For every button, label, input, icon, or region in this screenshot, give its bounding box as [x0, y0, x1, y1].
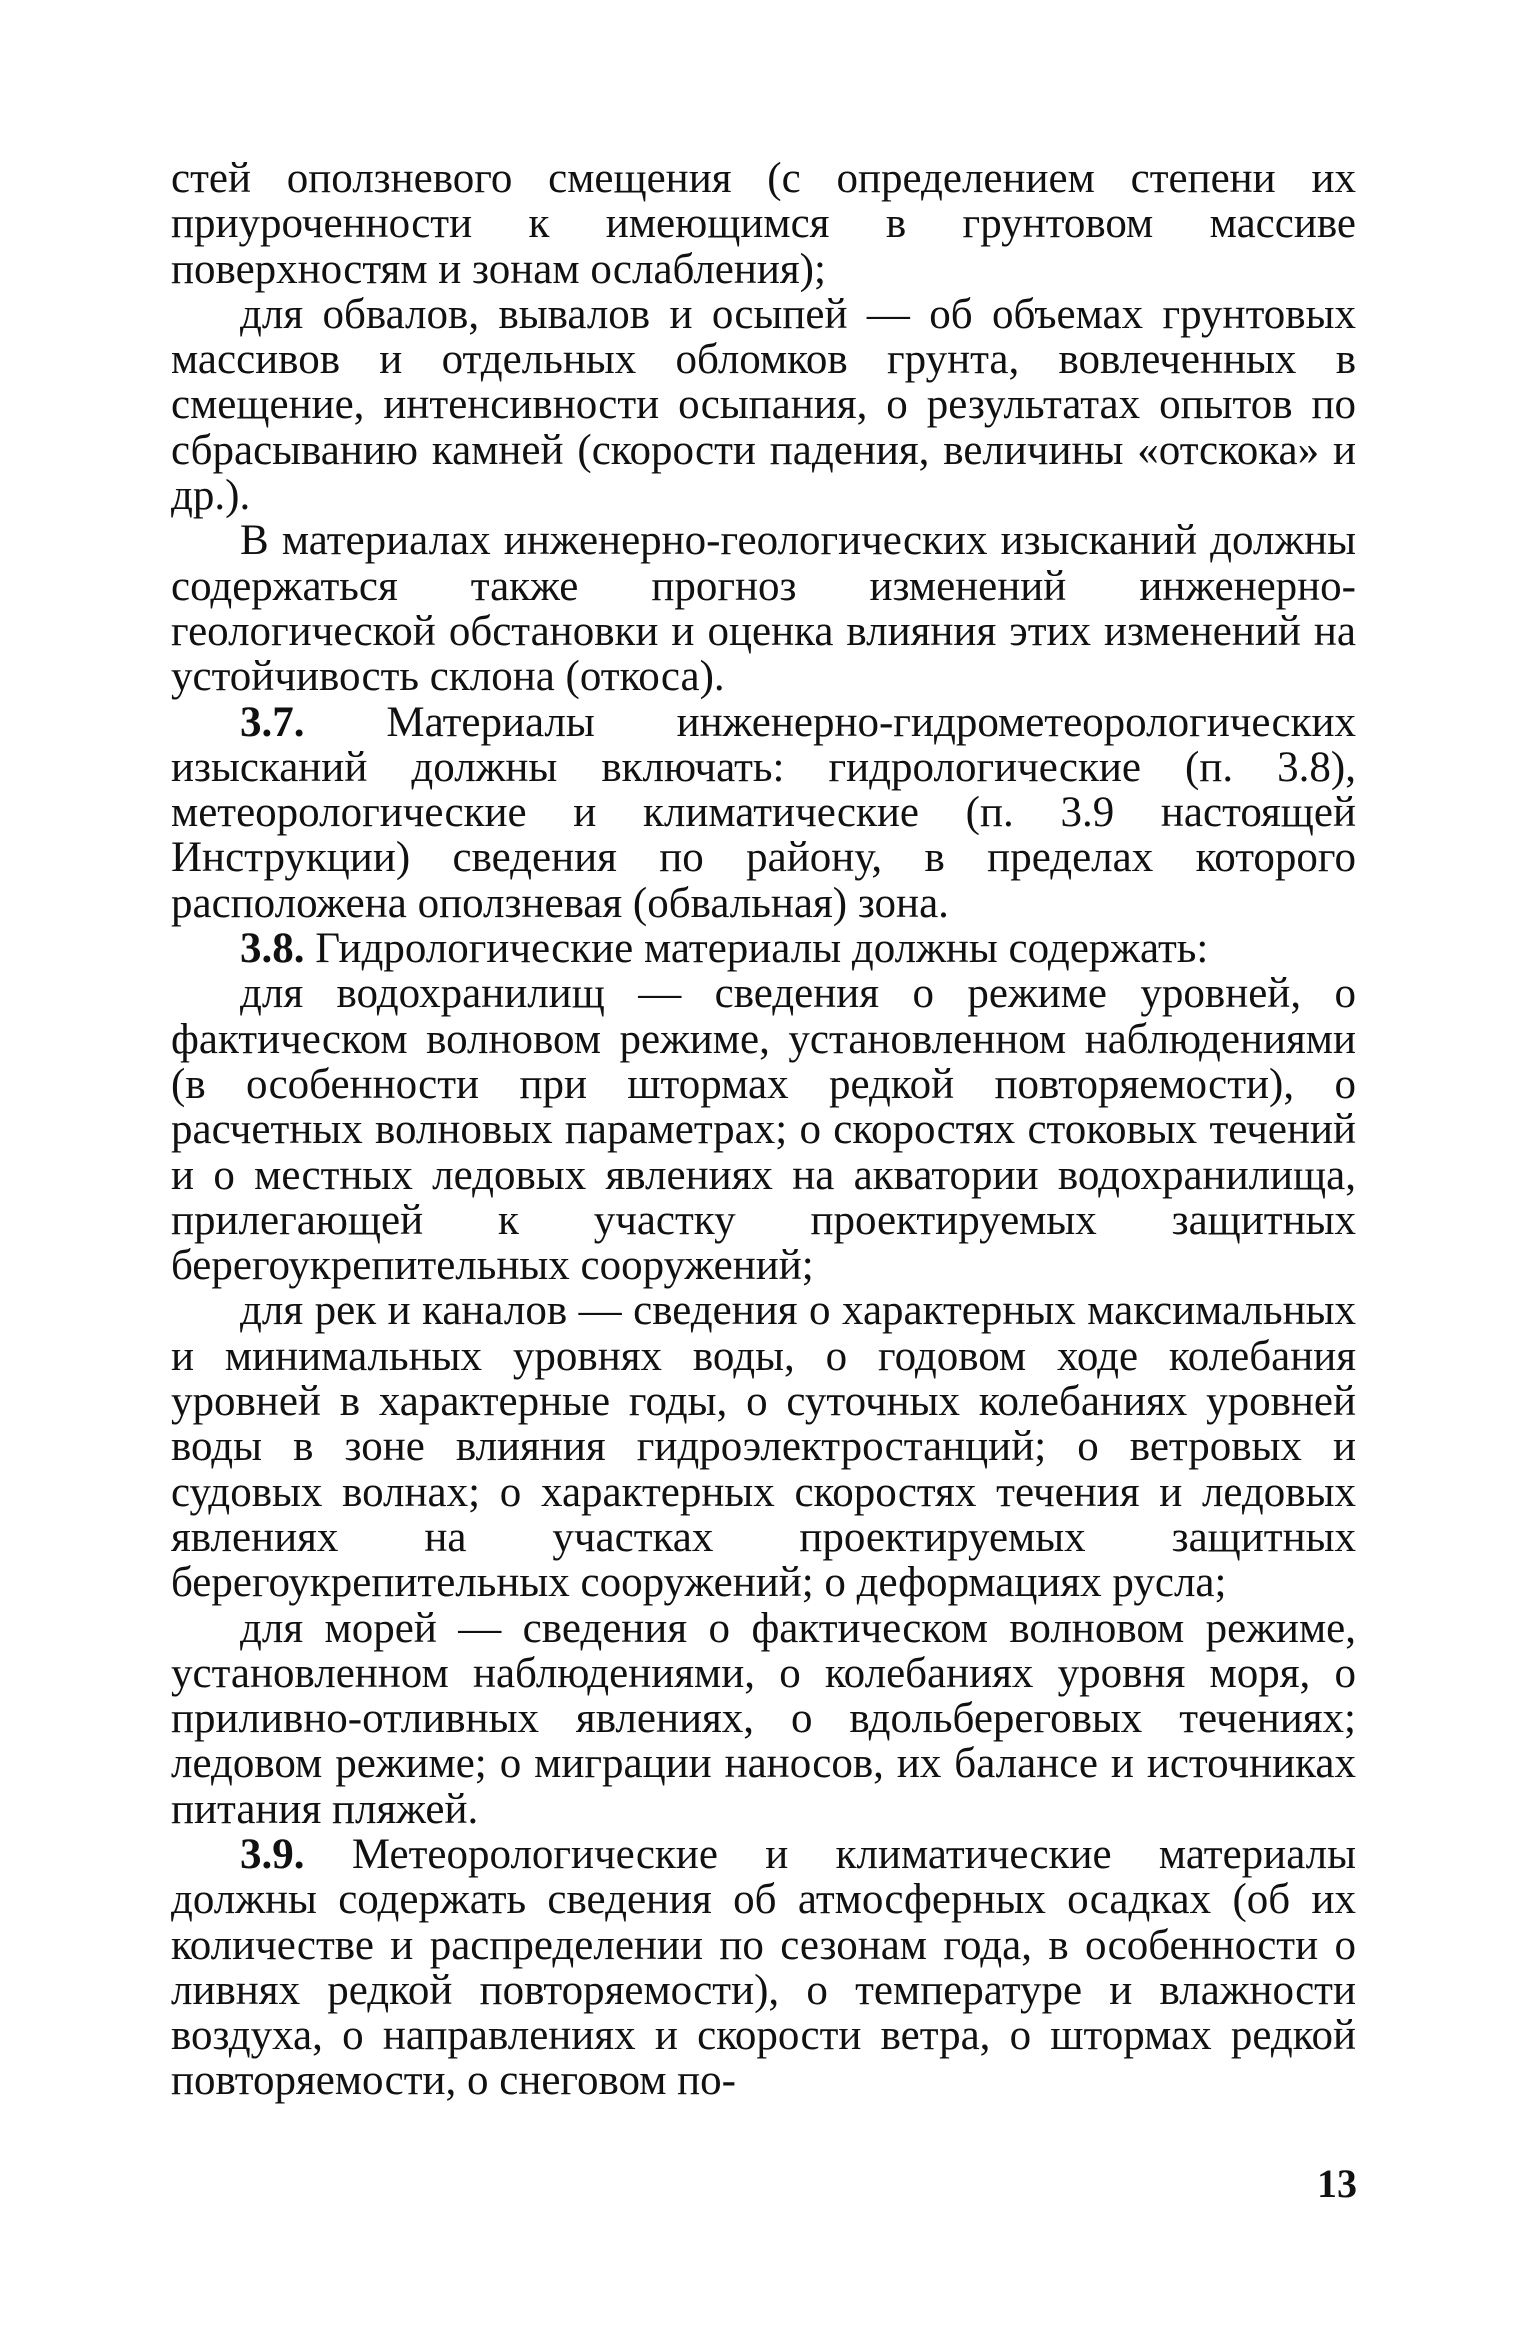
paragraph-text: для водохранилищ — сведения о режиме уровней, о фактическом волновом режиме, установленном наблюдениями (в особенности при штормах редкой повторяемости), о расчетных волновых параметрах; о скоростях стоковых течений и о местных ледовых явлениях на акватории водохранилища, прилегающей к участку проектируемых защитных берегоукрепительных сооружений;: [171, 970, 1356, 1290]
section-number: 3.9.: [240, 1830, 305, 1878]
section-number: 3.8.: [240, 925, 305, 973]
paragraph-text: для рек и каналов — сведения о характерных максимальных и минимальных уровнях воды, о годовом ходе колебания уровней в характерные годы, о суточных колебаниях уровней воды в зоне влияния гидроэлектростанций; о ветровых и судовых волнах; о характерных скоростях течения и ледовых явлениях на участках проектируемых защитных берегоукрепительных сооружений; о деформациях русла;: [171, 1287, 1356, 1607]
section-number: 3.7.: [240, 698, 305, 746]
paragraph-seas: [171, 1606, 1356, 1832]
paragraph-3-8: [171, 926, 1356, 971]
paragraph-1: [171, 156, 1356, 292]
paragraph-text: Материалы инженерно-гидрометеорологических изысканий должны включать: гидрологические (п. 3.8), метеорологические и климатические (п. 3.9 настоящей Инструкции) сведения по району, в пределах которого расположена оползневая (обвальная) зона.: [171, 698, 1356, 927]
paragraph-text: стей оползневого смещения (с определением степени их приуроченности к имеющимся в грунтовом массиве поверхностям и зонам ослабления);: [171, 155, 1356, 293]
paragraph-text: для обвалов, вывалов и осыпей — об объемах грунтовых массивов и отдельных обломков грунта, вовлеченных в смещение, интенсивности осыпания, о результатах опытов по сбрасыванию камней (скорости падения, величины «отскока» и др.).: [171, 290, 1356, 520]
paragraph-3: [171, 518, 1356, 699]
paragraph-text: Метеорологические и климатические материалы должны содержать сведения об атмосферных осадках (об их количестве и распределении по сезонам года, в особенности о ливнях редкой повторяемости), о температуре и влажности воздуха, о направлениях и скорости ветра, о штормах редкой повторяемости, о снеговом по-: [171, 1830, 1357, 2105]
paragraph-3-9: [171, 1832, 1356, 2104]
paragraph-text: Гидрологические материалы должны содержать:: [315, 925, 1209, 973]
paragraph-rivers: [171, 1288, 1356, 1605]
paragraph-3-7: [171, 700, 1356, 926]
paragraph-2: [171, 292, 1356, 518]
body-text: [171, 156, 1356, 2104]
paragraph-text: для морей — сведения о фактическом волновом режиме, установленном наблюдениями, о колебаниях уровня моря, о приливно-отливных явлениях, о вдольбереговых течениях; ледовом режиме; о миграции наносов, их балансе и источниках питания пляжей.: [171, 1604, 1356, 1833]
page-number: 13: [1317, 2161, 1357, 2206]
paragraph-text: В материалах инженерно-геологических изысканий должны содержаться также прогноз изменений инженерно-геологической обстановки и оценка влияния этих изменений на устойчивость склона (откоса).: [171, 517, 1356, 701]
paragraph-reservoirs: [171, 971, 1356, 1288]
